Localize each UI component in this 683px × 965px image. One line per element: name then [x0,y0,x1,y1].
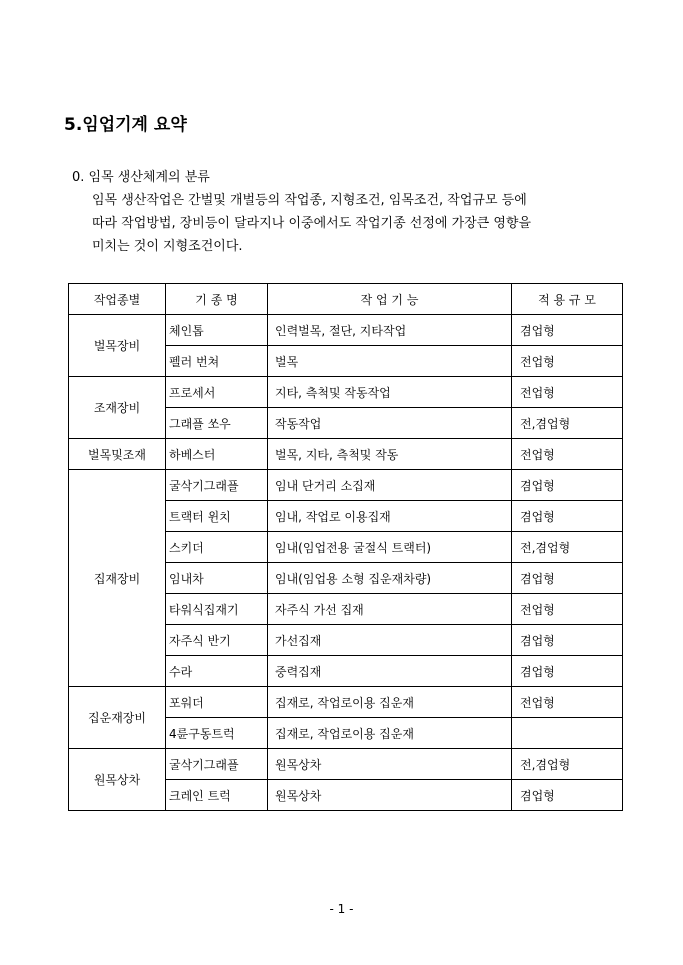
scale-cell: 겸업형 [512,563,623,594]
scale-cell: 전,겸업형 [512,532,623,563]
machine-cell: 굴삭기그래플 [166,470,268,501]
table-row [69,315,623,346]
scale-cell: 전업형 [512,439,623,470]
table-body [69,315,623,811]
group-cell: 집운재장비 [69,687,166,749]
forestry-machine-table [68,283,623,811]
group-cell: 원목상차 [69,749,166,811]
table-header-row [69,284,623,315]
scale-cell: 전,겸업형 [512,749,623,780]
function-cell: 임내 단거리 소집재 [268,470,512,501]
function-cell: 벌목 [268,346,512,377]
scale-cell: 전업형 [512,346,623,377]
intro-line: 따라 작업방법, 장비등이 달라지나 이중에서도 작업기종 선정에 가장큰 영향을 [92,216,532,231]
table-row [69,377,623,408]
function-cell: 원목상차 [268,780,512,811]
machine-cell: 굴삭기그래플 [166,749,268,780]
scale-cell: 전,겸업형 [512,408,623,439]
table-row [69,749,623,780]
scale-cell: 겸업형 [512,501,623,532]
scale-cell: 겸업형 [512,315,623,346]
machine-cell: 포워더 [166,687,268,718]
page-title: 5.임업기계 요약 [64,115,187,135]
function-cell: 인력벌목, 절단, 지타작업 [268,315,512,346]
table-row [69,687,623,718]
function-cell: 원목상차 [268,749,512,780]
function-cell: 임내(임업전용 굴절식 트랙터) [268,532,512,563]
table-row [69,439,623,470]
table-row [69,470,623,501]
group-cell: 조재장비 [69,377,166,439]
scale-cell [512,718,623,749]
intro-line: 임목 생산작업은 간벌및 개벌등의 작업종, 지형조건, 임목조건, 작업규모 등에 [92,193,527,208]
header-machine-name: 기 종 명 [166,284,268,315]
header-work-function: 작 업 기 능 [268,284,512,315]
function-cell: 중력집재 [268,656,512,687]
scale-cell: 전업형 [512,377,623,408]
group-cell: 벌목장비 [69,315,166,377]
page-number: - 1 - [329,902,354,916]
intro-section [72,166,531,258]
machine-cell: 스키더 [166,532,268,563]
scale-cell: 전업형 [512,687,623,718]
function-cell: 집재로, 작업로이용 집운재 [268,718,512,749]
machine-cell: 크레인 트럭 [166,780,268,811]
machine-cell: 4륜구동트럭 [166,718,268,749]
machine-cell: 타워식집재기 [166,594,268,625]
machine-cell: 하베스터 [166,439,268,470]
machine-cell: 펠러 번쳐 [166,346,268,377]
header-application-scale: 적 용 규 모 [512,284,623,315]
function-cell: 임내(임업용 소형 집운재차량) [268,563,512,594]
machine-cell: 자주식 반기 [166,625,268,656]
function-cell: 자주식 가선 집재 [268,594,512,625]
function-cell: 집재로, 작업로이용 집운재 [268,687,512,718]
group-cell: 집재장비 [69,470,166,687]
function-cell: 가선집재 [268,625,512,656]
machine-cell: 트랙터 윈치 [166,501,268,532]
scale-cell: 전업형 [512,594,623,625]
function-cell: 지타, 측척및 작동작업 [268,377,512,408]
machine-cell: 프로세서 [166,377,268,408]
scale-cell: 겸업형 [512,625,623,656]
machine-cell: 그래플 쏘우 [166,408,268,439]
machine-cell: 임내차 [166,563,268,594]
function-cell: 임내, 작업로 이용집재 [268,501,512,532]
function-cell: 작동작업 [268,408,512,439]
group-cell: 벌목및조재 [69,439,166,470]
scale-cell: 겸업형 [512,780,623,811]
machine-cell: 체인톱 [166,315,268,346]
intro-heading: 0. 임목 생산체계의 분류 [72,170,210,185]
function-cell: 벌목, 지타, 측척및 작동 [268,439,512,470]
machine-cell: 수라 [166,656,268,687]
scale-cell: 겸업형 [512,656,623,687]
header-work-type: 작업종별 [69,284,166,315]
scale-cell: 겸업형 [512,470,623,501]
intro-line: 미치는 것이 지형조건이다. [92,239,243,254]
